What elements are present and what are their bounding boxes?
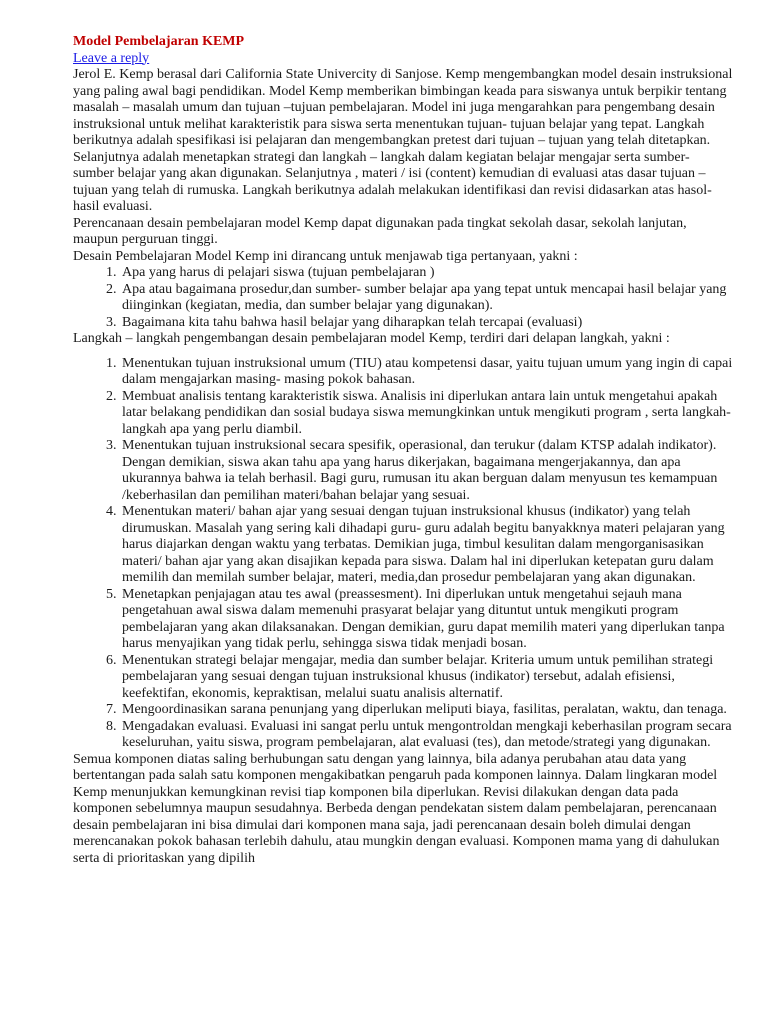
steps-list [73, 356, 733, 752]
article [73, 34, 733, 867]
list-item: 1. Menentukan tujuan instruksional umum (TIU) atau kompetensi dasar, yaitu tujuan umum yang ingin di capai dalam mengajarkan masing- masing pokok bahasan. [120, 356, 733, 389]
paragraph-3: Desain Pembelajaran Model Kemp ini dirancang untuk menjawab tiga pertanyaan, yakni : [73, 248, 578, 264]
list-item: 4. Menentukan materi/ bahan ajar yang sesuai dengan tujuan instruksional khusus (indikator) yang telah dirumuskan. Masalah yang sering kali dihadapi guru- guru adalah begitu banyakknya materi pelajaran yang harus diajarkan dengan waktu yang terbatas. Demikian juga, timbul kesulitan dalam mengorganisasikan materi/ bahan ajar yang akan disajikan kepada para siswa. Dalam hal ini diperlukan ketepatan guru dalam memilih dan memilah sumber belajar, materi, media,dan prosedur pembelajaran yang akan digunakan. [120, 504, 733, 587]
paragraph-2: Perencanaan desain pembelajaran model Kemp dapat digunakan pada tingkat sekolah dasar, sekolah lanjutan, maupun perguruan tinggi. [73, 215, 687, 247]
list-item: 3. Menentukan tujuan instruksional secara spesifik, operasional, dan terukur (dalam KTSP adalah indikator). Dengan demikian, siswa akan tahu apa yang harus dikerjakan, bagaimana mengerjakannya, dan apa ukurannya bahwa ia telah berhasil. Bagi guru, rumusan itu akan berguan dalam menyusun tes kemampuan /keberhasilan dan pemilihan materi/bahan belajar yang sesuai. [120, 438, 733, 504]
list-item: 7. Mengoordinasikan sarana penunjang yang diperlukan meliputi biaya, fasilitas, peralatan, waktu, dan tenaga. [120, 702, 733, 719]
list-item: 3. Bagaimana kita tahu bahwa hasil belajar yang diharapkan telah tercapai (evaluasi) [120, 315, 733, 332]
questions-list [73, 265, 733, 331]
list-item: 2. Apa atau bagaimana prosedur,dan sumber- sumber belajar apa yang tepat untuk mencapai hasil belajar yang diinginkan (kegiatan, media, dan sumber belajar yang digunakan). [120, 282, 733, 315]
paragraph-5: Semua komponen diatas saling berhubungan satu dengan yang lainnya, bila adanya perubahan atau data yang bertentangan pada salah satu komponen mengakibatkan pengaruh pada komponen lainnya. Dalam lingkaran model Kemp menunjukkan kemungkinan revisi tiap komponen bila diperlukan. Revisi dilakukan dengan data pada komponen sebelumnya maupun sesudahnya. Berbeda dengan pendekatan sistem dalam pembelajaran, perencanaan desain pembelajaran ini bisa dimulai dari komponen mana saja, jadi perencanaan desain boleh dimulai dengan merencanakan pokok bahasan terlebih dahulu, atau mungkin dengan evaluasi. Komponen mama yang di dahulukan serta di prioritaskan yang dipilih [73, 751, 720, 866]
leave-reply-link[interactable]: Leave a reply [73, 50, 150, 66]
intro-paragraph: Jerol E. Kemp berasal dari California State Univercity di Sanjose. Kemp mengembangkan model desain instruksional yang paling awal bagi pendidikan. Model Kemp memberikan bimbingan keada para siswanya untuk berpikir tentang masalah – masalah umum dan tujuan –tujuan pembelajaran. Model ini juga mengarahkan para pengembang desain instruksional untuk melihat karakteristik para siswa serta menentukan tujuan- tujuan belajar yang tepat. Langkah berikutnya adalah spesifikasi isi pelajaran dan mengembangkan pretest dari tujuan – tujuan yang telah ditetapkan. Selanjutnya adalah menetapkan strategi dan langkah – langkah dalam kegiatan belajar mengajar serta sumber- sumber belajar yang akan digunakan. Selanjutnya , materi / isi (content) kemudian di evaluasi atas dasar tujuan – tujuan yang telah di rumuska. Langkah berikutnya adalah melakukan identifikasi dan revisi didasarkan atas hasol- hasil evaluasi. [73, 67, 733, 214]
paragraph-4: Langkah – langkah pengembangan desain pembelajaran model Kemp, terdiri dari delapan langkah, yakni : [73, 331, 670, 346]
list-item: 2. Membuat analisis tentang karakteristik siswa. Analisis ini diperlukan antara lain untuk mengetahui apakah latar belakang pendidikan dan sosial budaya siswa memungkinkan untuk mengikuti program , serta langkah- langkah apa yang perlu diambil. [120, 389, 733, 439]
article-title: Model Pembelajaran KEMP [73, 34, 245, 49]
list-item: 5. Menetapkan penjajagan atau tes awal (preassesment). Ini diperlukan untuk mengetahui sejauh mana pengetahuan awal siswa dalam memenuhi prasyarat belajar yang dituntut untuk mengikuti program pembelajaran yang akan dilaksanakan. Dengan demikian, guru dapat memilih materi yang diperlukan tanpa harus menyajikan yang tidak perlu, sehingga siswa tidak menjadi bosan. [120, 587, 733, 653]
list-item: 6. Menentukan strategi belajar mengajar, media dan sumber belajar. Kriteria umum untuk pemilihan strategi pembelajaran yang sesuai dengan tujuan instruksional khusus (indikator) tersebut, adalah efisiensi, keefektifan, ekonomis, kepraktisan, melalui suatu analisis alternatif. [120, 653, 733, 703]
list-item: 8. Mengadakan evaluasi. Evaluasi ini sangat perlu untuk mengontroldan mengkaji keberhasilan program secara keseluruhan, yaitu siswa, program pembelajaran, alat evaluasi (tes), dan metode/strategi yang digunakan. [120, 719, 733, 752]
list-item: 1. Apa yang harus di pelajari siswa (tujuan pembelajaran ) [120, 265, 733, 282]
